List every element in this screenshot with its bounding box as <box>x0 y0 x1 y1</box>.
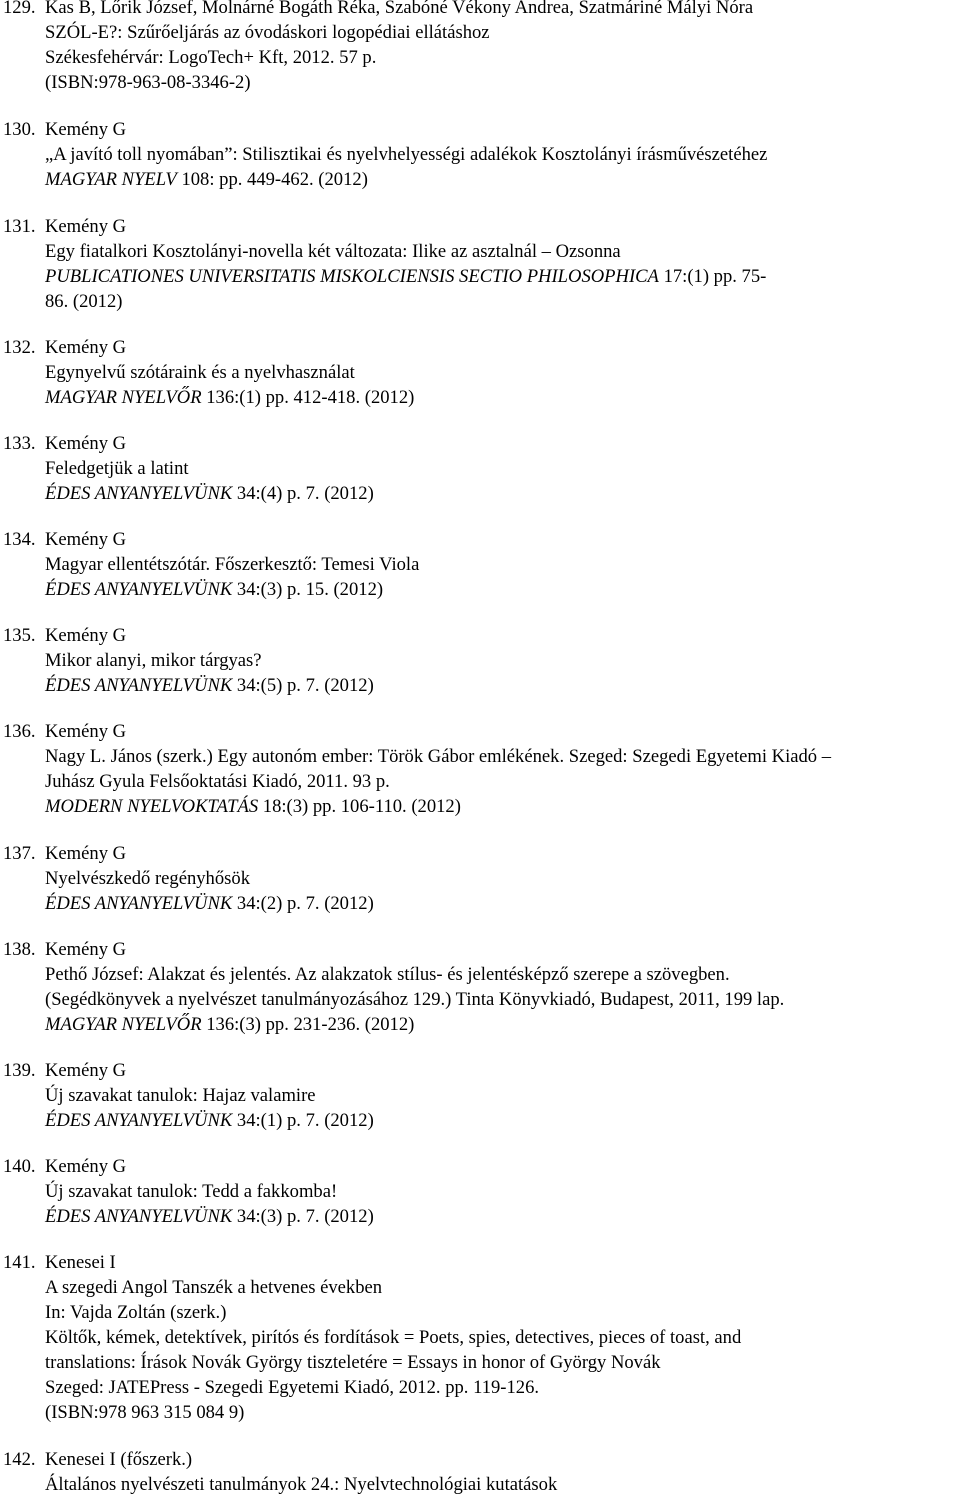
entry-author: Kemény G <box>45 529 127 550</box>
entry-citation <box>45 1013 414 1037</box>
journal-name: MODERN NYELVOKTATÁS <box>45 796 259 817</box>
entry-number: 135. <box>3 625 36 646</box>
entry-number: 130. <box>3 119 36 140</box>
entry-title: Nagy L. János (szerk.) Egy autonóm ember: Török Gábor emlékének. Szeged: Szegedi Egyetemi Kiadó – <box>45 746 832 767</box>
entry-isbn: (ISBN:978 963 315 084 9) <box>45 1402 245 1423</box>
entry-author: Kemény G <box>45 1060 127 1081</box>
entry-number: 133. <box>3 433 36 454</box>
entry-title: Egy fiatalkori Kosztolányi-novella két változata: Ilike az asztalnál – Ozsonna <box>45 241 621 262</box>
entry-number: 138. <box>3 939 36 960</box>
entry-book-title: Költők, kémek, detektívek, pirítós és fordítások = Poets, spies, detectives, pieces of toast, and <box>45 1327 742 1348</box>
entry-title: A szegedi Angol Tanszék a hetvenes években <box>45 1277 383 1298</box>
journal-details: 34:(3) p. 7. (2012) <box>232 1206 374 1227</box>
journal-details: 34:(4) p. 7. (2012) <box>232 483 374 504</box>
journal-details: 136:(1) pp. 412-418. (2012) <box>201 387 415 408</box>
entry-author: Kemény G <box>45 939 127 960</box>
entry-number: 142. <box>3 1449 36 1470</box>
entry-title: Mikor alanyi, mikor tárgyas? <box>45 650 262 671</box>
entry-author: Kemény G <box>45 721 127 742</box>
entry-citation-continued: 86. (2012) <box>45 291 123 312</box>
journal-details: 34:(2) p. 7. (2012) <box>232 893 374 914</box>
entry-author: Kenesei I <box>45 1252 116 1273</box>
entry-title-continued: (Segédkönyvek a nyelvészet tanulmányozásához 129.) Tinta Könyvkiadó, Budapest, 2011, 199 lap. <box>45 989 785 1010</box>
entry-citation <box>45 674 374 698</box>
entry-title: SZÓL-E?: Szűrőeljárás az óvodáskori logopédiai ellátáshoz <box>45 22 490 43</box>
entry-author: Kemény G <box>45 1156 127 1177</box>
entry-isbn: (ISBN:978-963-08-3346-2) <box>45 72 251 93</box>
entry-authors: Kas B, Lőrik József, Molnárné Bogáth Réka, Szabóné Vékony Andrea, Szatmáriné Mályi Nóra <box>45 0 754 18</box>
journal-name: MAGYAR NYELVŐR <box>45 1014 202 1035</box>
entry-author: Kemény G <box>45 337 127 358</box>
entry-author: Kemény G <box>45 216 127 237</box>
journal-details: 17:(1) pp. 75- <box>658 266 767 287</box>
journal-name: MAGYAR NYELVŐR <box>45 387 202 408</box>
journal-name: PUBLICATIONES UNIVERSITATIS MISKOLCIENSIS SECTIO PHILOSOPHICA <box>45 266 659 287</box>
journal-details: 108: pp. 449-462. (2012) <box>176 169 368 190</box>
entry-author: Kemény G <box>45 433 127 454</box>
entry-number: 132. <box>3 337 36 358</box>
journal-details: 34:(5) p. 7. (2012) <box>232 675 374 696</box>
entry-number: 141. <box>3 1252 36 1273</box>
entry-book-title-continued: translations: Írások Novák György tiszteletére = Essays in honor of György Novák <box>45 1352 661 1373</box>
entry-title: Új szavakat tanulok: Tedd a fakkomba! <box>45 1181 338 1202</box>
entry-title: Egynyelvű szótáraink és a nyelvhasználat <box>45 362 355 383</box>
entry-number: 140. <box>3 1156 36 1177</box>
entry-number: 139. <box>3 1060 36 1081</box>
entry-title: Feledgetjük a latint <box>45 458 189 479</box>
journal-name: ÉDES ANYANYELVÜNK <box>45 1110 233 1131</box>
entry-citation <box>45 578 383 602</box>
entry-author: Kemény G <box>45 843 127 864</box>
journal-name: ÉDES ANYANYELVÜNK <box>45 483 233 504</box>
entry-citation <box>45 1205 374 1229</box>
journal-name: ÉDES ANYANYELVÜNK <box>45 675 233 696</box>
entry-citation <box>45 168 368 192</box>
journal-name: MAGYAR NYELV <box>45 169 177 190</box>
journal-name: ÉDES ANYANYELVÜNK <box>45 893 233 914</box>
journal-name: ÉDES ANYANYELVÜNK <box>45 579 233 600</box>
entry-title: Nyelvészkedő regényhősök <box>45 868 250 889</box>
entry-number: 134. <box>3 529 36 550</box>
entry-title: Magyar ellentétszótár. Főszerkesztő: Temesi Viola <box>45 554 420 575</box>
entry-citation <box>45 795 461 819</box>
entry-citation <box>45 1109 374 1133</box>
entry-author: Kenesei I (főszerk.) <box>45 1449 193 1470</box>
entry-author: Kemény G <box>45 625 127 646</box>
entry-citation <box>45 892 374 916</box>
entry-number: 129. <box>3 0 36 18</box>
entry-number: 137. <box>3 843 36 864</box>
journal-name: ÉDES ANYANYELVÜNK <box>45 1206 233 1227</box>
entry-title-continued: Juhász Gyula Felsőoktatási Kiadó, 2011. 93 p. <box>45 771 390 792</box>
entry-number: 136. <box>3 721 36 742</box>
entry-number: 131. <box>3 216 36 237</box>
entry-editor: In: Vajda Zoltán (szerk.) <box>45 1302 227 1323</box>
journal-details: 136:(3) pp. 231-236. (2012) <box>201 1014 415 1035</box>
journal-details: 18:(3) pp. 106-110. (2012) <box>258 796 461 817</box>
entry-title: Új szavakat tanulok: Hajaz valamire <box>45 1085 316 1106</box>
entry-title: Általános nyelvészeti tanulmányok 24.: Nyelvtechnológiai kutatások <box>45 1474 558 1495</box>
entry-title: „A javító toll nyomában”: Stilisztikai és nyelvhelyességi adalékok Kosztolányi írásművészetéhez <box>45 144 768 165</box>
entry-citation <box>45 386 414 410</box>
entry-publisher: Szeged: JATEPress - Szegedi Egyetemi Kiadó, 2012. pp. 119-126. <box>45 1377 540 1398</box>
journal-details: 34:(1) p. 7. (2012) <box>232 1110 374 1131</box>
entry-author: Kemény G <box>45 119 127 140</box>
journal-details: 34:(3) p. 15. (2012) <box>232 579 384 600</box>
entry-citation <box>45 482 374 506</box>
entry-publisher: Székesfehérvár: LogoTech+ Kft, 2012. 57 p. <box>45 47 377 68</box>
entry-citation <box>45 265 766 289</box>
entry-title: Pethő József: Alakzat és jelentés. Az alakzatok stílus- és jelentésképző szerepe a szövegben. <box>45 964 730 985</box>
